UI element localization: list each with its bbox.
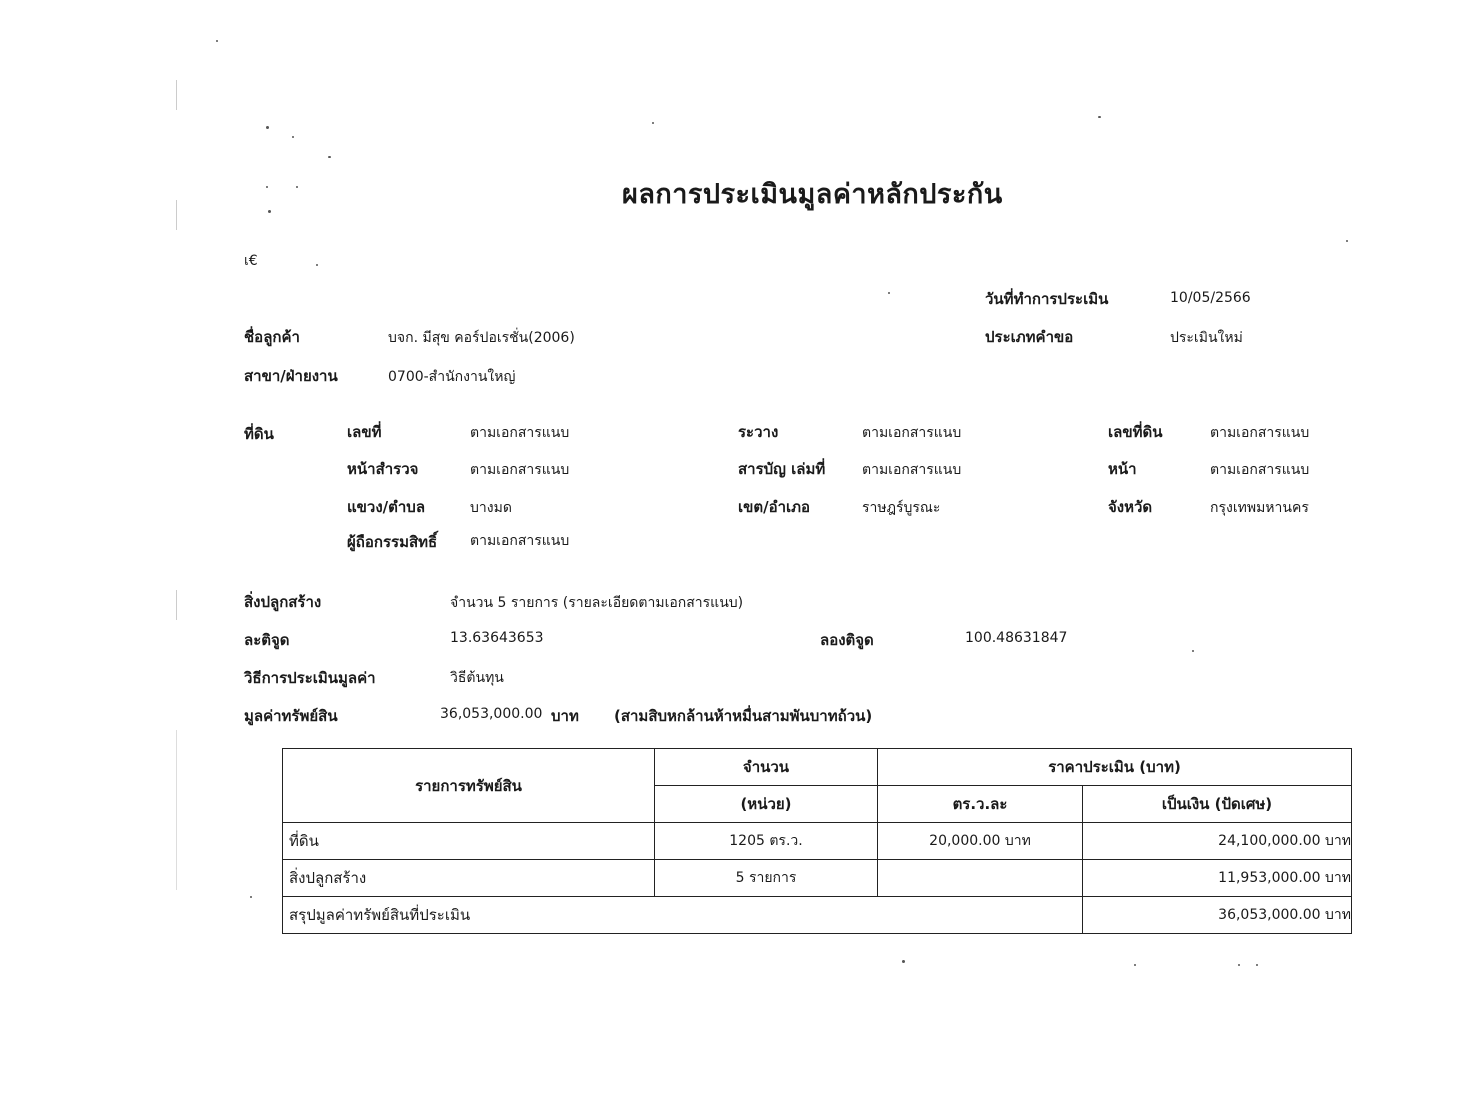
district-label: เขต/อำเภอ: [738, 498, 811, 516]
customer-label: ชื่อลูกค้า: [244, 328, 300, 346]
header-per-unit: ตร.ว.ละ: [878, 786, 1083, 823]
latitude-label: ละติจูด: [244, 631, 290, 649]
subdistrict-label: แขวง/ตำบล: [347, 498, 426, 516]
buildings-label: สิ่งปลูกสร้าง: [244, 593, 322, 611]
method-label: วิธีการประเมินมูลค่า: [244, 669, 376, 687]
table-row: [283, 823, 1352, 860]
province-label: จังหวัด: [1108, 498, 1153, 516]
branch-label: สาขา/ฝ่ายงาน: [244, 367, 338, 385]
branch-name: 0700-สำนักงานใหญ่: [388, 369, 516, 385]
row-total: 24,100,000.00 บาท: [1083, 823, 1352, 860]
row-per-unit: [878, 860, 1083, 897]
header-qty-unit: (หน่วย): [655, 786, 878, 823]
book: ตามเอกสารแนบ: [862, 462, 962, 478]
value-amount: 36,053,000.00: [440, 706, 543, 722]
survey-page-label: หน้าสำรวจ: [347, 460, 419, 478]
summary-row: [283, 897, 1352, 934]
request-type-label: ประเภทคำขอ: [985, 328, 1074, 346]
ravang-label: ระวาง: [738, 423, 779, 441]
buildings-value: จำนวน 5 รายการ (รายละเอียดตามเอกสารแนบ): [450, 595, 744, 611]
row-per-unit: 20,000.00 บาท: [878, 823, 1083, 860]
owner: ตามเอกสารแนบ: [470, 533, 570, 549]
summary-label: สรุปมูลค่าทรัพย์สินที่ประเมิน: [283, 897, 1083, 934]
longitude-label: ลองติจูด: [820, 631, 874, 649]
deed-no-label: เลขที่: [347, 423, 382, 441]
land-section-label: ที่ดิน: [244, 425, 274, 443]
survey-page: ตามเอกสารแนบ: [470, 462, 570, 478]
subdistrict: บางมด: [470, 500, 512, 516]
ravang: ตามเอกสารแนบ: [862, 425, 962, 441]
row-qty: 5 รายการ: [655, 860, 878, 897]
district: ราษฎร์บูรณะ: [862, 500, 941, 516]
latitude-value: 13.63643653: [450, 630, 544, 646]
row-item: สิ่งปลูกสร้าง: [283, 860, 655, 897]
land-no: ตามเอกสารแนบ: [1210, 425, 1310, 441]
row-qty: 1205 ตร.ว.: [655, 823, 878, 860]
header-total: เป็นเงิน (ปัดเศษ): [1083, 786, 1352, 823]
page-label: หน้า: [1108, 460, 1137, 478]
longitude-value: 100.48631847: [965, 630, 1068, 646]
header-price: ราคาประเมิน (บาท): [878, 749, 1352, 786]
value-label: มูลค่าทรัพย์สิน: [244, 707, 338, 725]
table-row: [283, 860, 1352, 897]
document-title: ผลการประเมินมูลค่าหลักประกัน: [622, 179, 1003, 210]
appraisal-date: 10/05/2566: [1170, 290, 1251, 306]
page-value: ตามเอกสารแนบ: [1210, 462, 1310, 478]
deed-no: ตามเอกสารแนบ: [470, 425, 570, 441]
appraisal-date-label: วันที่ทำการประเมิน: [985, 290, 1109, 308]
header-qty: จำนวน: [655, 749, 878, 786]
header-item: รายการทรัพย์สิน: [283, 749, 655, 823]
value-unit: บาท: [551, 707, 579, 725]
land-no-label: เลขที่ดิน: [1108, 423, 1163, 441]
owner-label: ผู้ถือกรรมสิทธิ์: [347, 533, 438, 551]
summary-total: 36,053,000.00 บาท: [1083, 897, 1352, 934]
row-total: 11,953,000.00 บาท: [1083, 860, 1352, 897]
row-item: ที่ดิน: [283, 823, 655, 860]
request-type: ประเมินใหม่: [1170, 330, 1243, 346]
method-value: วิธีต้นทุน: [450, 670, 504, 686]
asset-valuation-table: [282, 748, 1352, 934]
book-label: สารบัญ เล่มที่: [738, 460, 826, 478]
province: กรุงเทพมหานคร: [1210, 500, 1309, 516]
corner-mark: เ€: [244, 253, 258, 269]
customer-name: บจก. มีสุข คอร์ปอเรชั่น(2006): [388, 330, 575, 346]
value-words: (สามสิบหกล้านห้าหมื่นสามพันบาทถ้วน): [614, 707, 873, 725]
